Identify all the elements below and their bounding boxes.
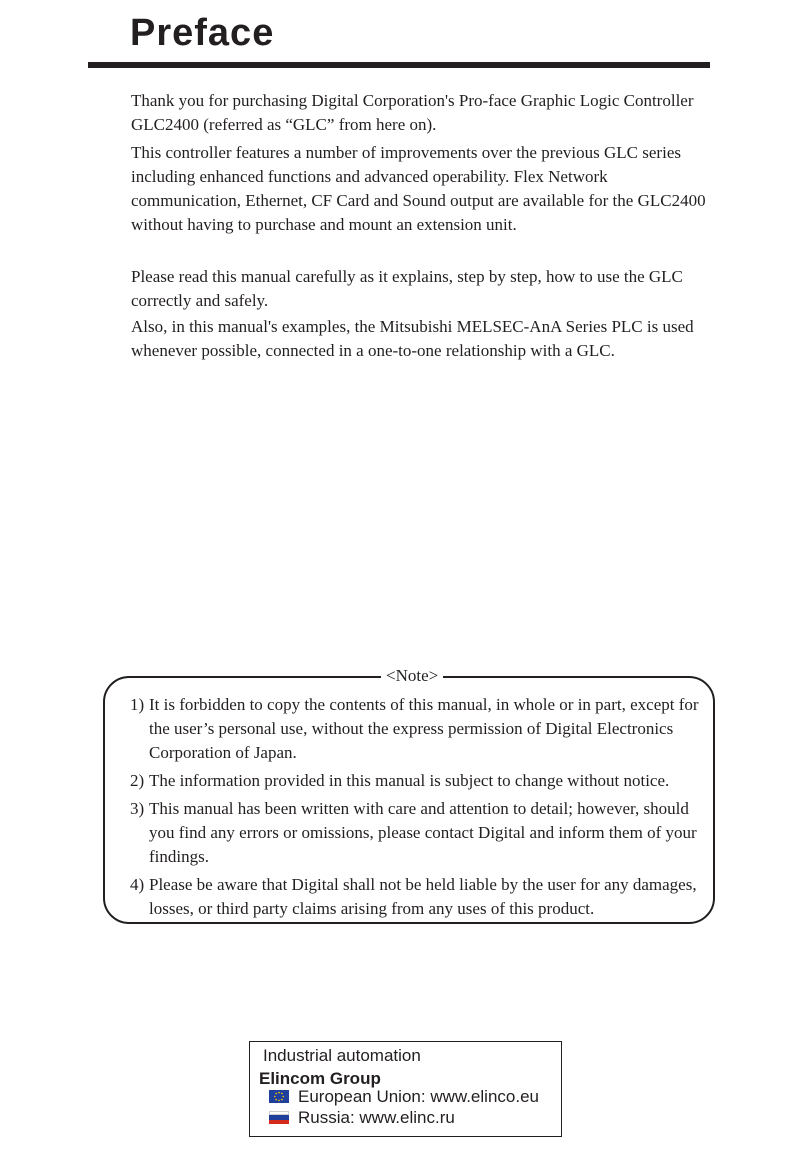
note-item-number: 3) <box>130 799 145 818</box>
preface-paragraph-3: Please read this manual carefully as it explains, step by step, how to use the GLC correctly and safely. <box>131 267 683 310</box>
note-item-number: 2) <box>130 771 145 790</box>
note-item-number: 4) <box>130 875 145 894</box>
russia-flag-icon <box>269 1111 289 1124</box>
note-item-text: Please be aware that Digital shall not be held liable by the user for any damages, losses, or third party claims arising from any uses of this product. <box>149 875 697 918</box>
russia-link-text: Russia: www.elinc.ru <box>298 1108 455 1127</box>
page-title: Preface <box>130 12 275 54</box>
title-divider <box>88 62 710 68</box>
distributor-tagline: Industrial automation <box>263 1046 421 1065</box>
note-list <box>130 693 705 925</box>
note-item-number: 1) <box>130 695 145 714</box>
distributor-company: Elincom Group <box>259 1069 381 1088</box>
preface-paragraph-4: Also, in this manual's examples, the Mitsubishi MELSEC-AnA Series PLC is used whenever possible, connected in a one-to-one relationship with a GLC. <box>131 317 694 360</box>
note-label: <Note> <box>381 664 443 688</box>
distributor-box <box>249 1041 562 1137</box>
note-item <box>130 693 705 765</box>
preface-paragraph-1: Thank you for purchasing Digital Corporation's Pro-face Graphic Logic Controller GLC2400 (referred as “GLC” from here on). <box>131 91 694 134</box>
note-item <box>130 797 705 869</box>
note-item-text: It is forbidden to copy the contents of this manual, in whole or in part, except for the user’s personal use, without the express permission of Digital Electronics Corporation of Japan. <box>149 695 699 762</box>
note-item-text: The information provided in this manual is subject to change without notice. <box>149 771 670 790</box>
note-item-text: This manual has been written with care and attention to detail; however, should you find any errors or omissions, please contact Digital and inform them of your findings. <box>149 799 697 866</box>
eu-link-text: European Union: www.elinco.eu <box>298 1087 539 1106</box>
eu-flag-icon <box>269 1090 289 1103</box>
preface-paragraph-2: This controller features a number of improvements over the previous GLC series including enhanced functions and advanced operability. Flex Network communication, Ethernet, CF Card and Sound output are available for the GLC2400 without having to purchase and mount an extension unit. <box>131 143 706 234</box>
note-item <box>130 769 705 793</box>
note-item <box>130 873 705 921</box>
